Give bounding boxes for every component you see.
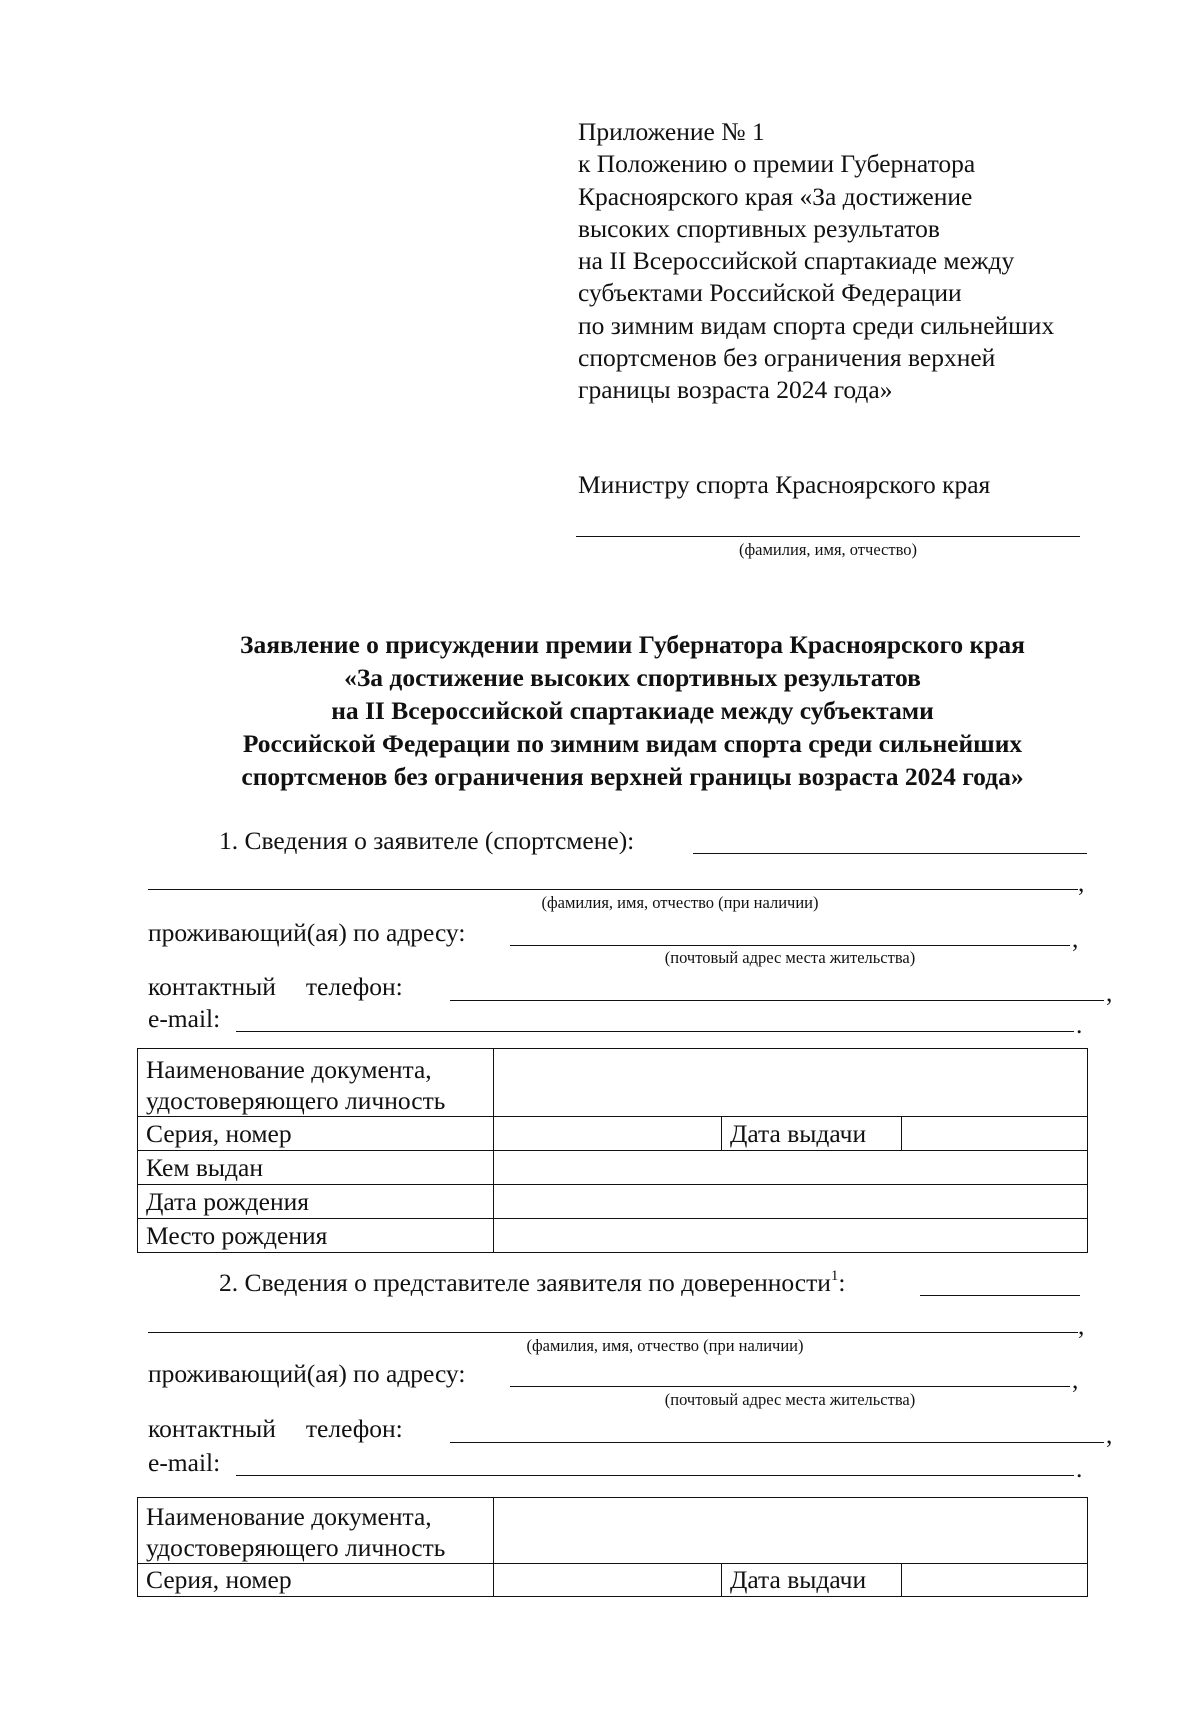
period: . [1076, 1010, 1083, 1039]
applicant-address-label: проживающий(ая) по адресу: [148, 918, 466, 947]
series-value[interactable] [494, 1564, 722, 1597]
doc-name-label: Наименование документа, удостоверяющего личность [138, 1049, 494, 1117]
title-line: Заявление о присуждении премии Губернатора Красноярского края [240, 630, 1025, 659]
addressee-name-caption: (фамилия, имя, отчество) [738, 540, 918, 559]
comma: , [1106, 1420, 1113, 1449]
section1-heading: 1. Сведения о заявителе (спортсмене): [219, 826, 635, 855]
phone-label-word: телефон: [305, 972, 403, 1001]
series-label: Серия, номер [138, 1564, 494, 1597]
applicant-address-caption: (почтовый адрес места жительства) [664, 948, 916, 967]
comma: , [1072, 924, 1079, 953]
issue-date-label: Дата выдачи [722, 1117, 902, 1151]
applicant-phone-label [148, 972, 403, 1002]
birth-place-label: Место рождения [138, 1219, 494, 1253]
issued-by-value[interactable] [494, 1151, 1088, 1185]
document-title [150, 628, 1115, 793]
birth-date-value[interactable] [494, 1185, 1088, 1219]
issue-date-value[interactable] [902, 1117, 1088, 1151]
applicant-name-field[interactable] [148, 889, 1078, 890]
table-row [138, 1117, 1088, 1151]
footnote-mark: 1 [830, 1268, 839, 1284]
phone-label-word: контактный [148, 1414, 276, 1443]
table-row [138, 1151, 1088, 1185]
representative-phone-label [148, 1414, 403, 1444]
comma: , [1106, 978, 1113, 1007]
appendix-line: на II Всероссийской спартакиаде между [578, 246, 1015, 276]
table-row [138, 1185, 1088, 1219]
applicant-name-caption: (фамилия, имя, отчество (при наличии) [541, 893, 819, 912]
appendix-line: границы возраста 2024 года» [578, 375, 893, 405]
doc-name-value[interactable] [494, 1498, 1088, 1564]
comma: , [1078, 1311, 1085, 1340]
birth-date-label: Дата рождения [138, 1185, 494, 1219]
title-line: на II Всероссийской спартакиаде между субъектами [331, 696, 934, 725]
representative-id-table [137, 1497, 1088, 1597]
representative-name-field[interactable] [148, 1332, 1078, 1333]
issue-date-label: Дата выдачи [722, 1564, 902, 1597]
title-line: «За достижение высоких спортивных результатов [344, 663, 921, 692]
addressee: Министру спорта Красноярского края [578, 470, 991, 499]
applicant-phone-field[interactable] [450, 1000, 1104, 1001]
issued-by-label: Кем выдан [138, 1151, 494, 1185]
representative-address-label: проживающий(ая) по адресу: [148, 1359, 466, 1388]
table-row [138, 1219, 1088, 1253]
applicant-address-field[interactable] [510, 945, 1070, 946]
applicant-email-label: e-mail: [148, 1004, 221, 1033]
addressee-name-field[interactable] [576, 536, 1080, 537]
appendix-line: Приложение № 1 [578, 117, 765, 146]
applicant-email-field[interactable] [236, 1031, 1074, 1032]
representative-name-caption: (фамилия, имя, отчество (при наличии) [526, 1336, 804, 1355]
phone-label-word: телефон: [305, 1414, 403, 1443]
appendix-line: Красноярского края «За достижение [578, 181, 973, 211]
series-label: Серия, номер [138, 1117, 494, 1151]
issue-date-value[interactable] [902, 1564, 1088, 1597]
title-line: Российской Федерации по зимним видам спорта среди сильнейших [242, 729, 1023, 758]
representative-phone-field[interactable] [450, 1442, 1104, 1443]
applicant-name-field-start[interactable] [693, 853, 1087, 854]
appendix-line: по зимним видам спорта среди сильнейших [578, 310, 1055, 340]
comma: , [1078, 868, 1085, 897]
period: . [1076, 1454, 1083, 1483]
series-value[interactable] [494, 1117, 722, 1151]
applicant-id-table [137, 1048, 1088, 1253]
doc-name-value[interactable] [494, 1049, 1088, 1117]
birth-place-value[interactable] [494, 1219, 1088, 1253]
appendix-line: высоких спортивных результатов [578, 213, 940, 243]
representative-name-field-start[interactable] [920, 1295, 1080, 1296]
phone-label-word: контактный [148, 972, 276, 1001]
title-line: спортсменов без ограничения верхней границы возраста 2024 года» [241, 762, 1024, 791]
table-row [138, 1564, 1088, 1597]
table-row [138, 1498, 1088, 1564]
comma: , [1072, 1365, 1079, 1394]
appendix-line: субъектами Российской Федерации [578, 278, 962, 308]
representative-address-caption: (почтовый адрес места жительства) [664, 1390, 916, 1409]
appendix-header [578, 116, 1054, 407]
section2-heading: 2. Сведения о представителе заявителя по доверенности$^1$: [219, 1268, 846, 1297]
representative-email-field[interactable] [236, 1475, 1074, 1476]
appendix-line: к Положению о премии Губернатора [578, 149, 976, 179]
doc-name-label: Наименование документа, удостоверяющего личность [138, 1498, 494, 1564]
table-row [138, 1049, 1088, 1117]
appendix-line: спортсменов без ограничения верхней [578, 343, 996, 373]
representative-email-label: e-mail: [148, 1448, 221, 1477]
representative-address-field[interactable] [510, 1386, 1070, 1387]
